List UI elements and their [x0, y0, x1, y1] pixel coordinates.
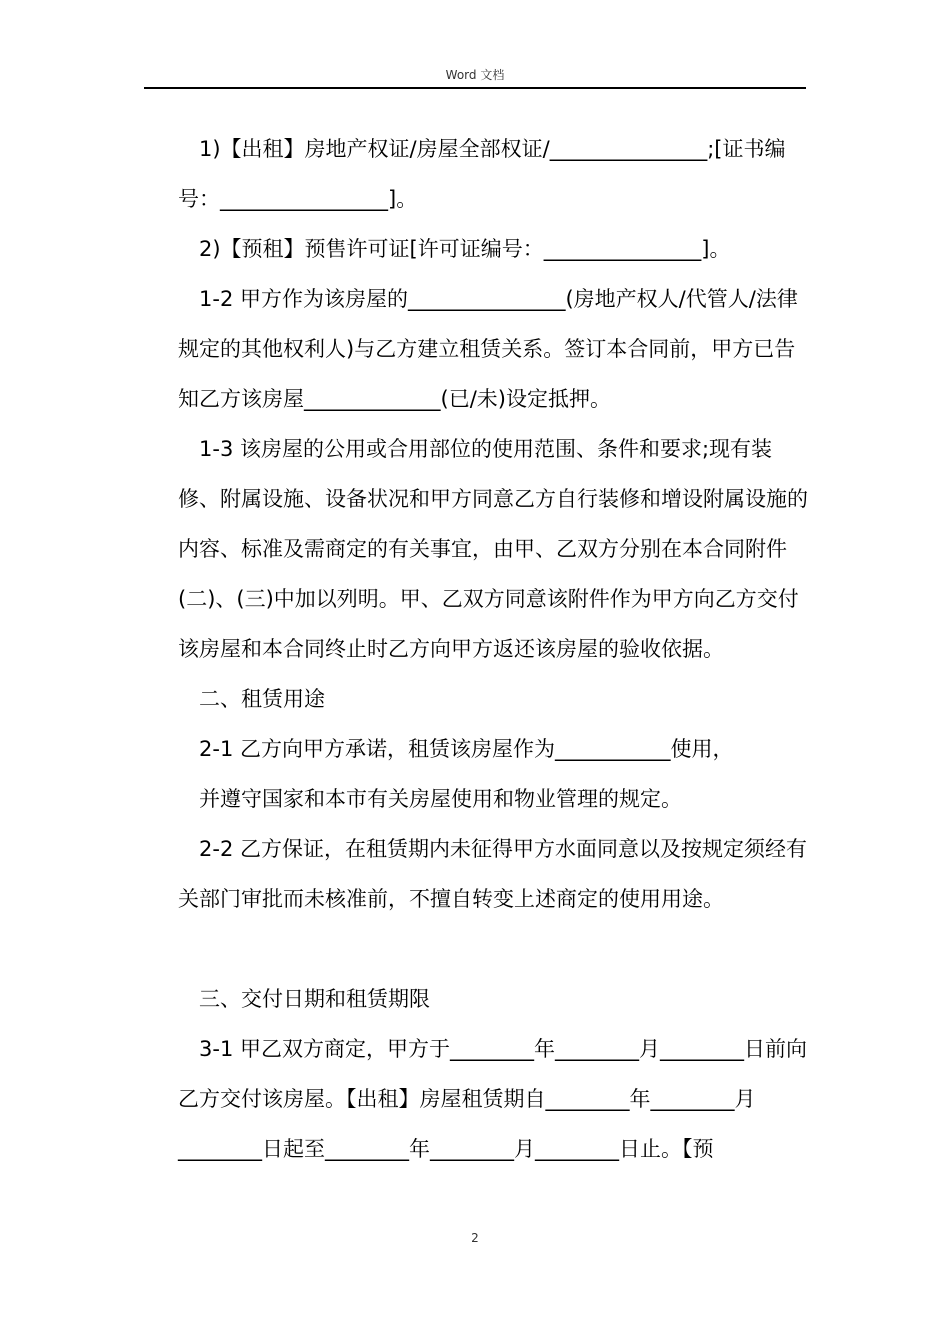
document-body [178, 124, 808, 1174]
section-heading-delivery: 三、交付日期和租赁期限 [199, 987, 430, 1011]
paragraph-3-1: 3-1 甲乙双方商定，甲方于________年________月________日前向乙方交付该房屋。【出租】房屋租赁期自________年________月________日起至________年________月________日止。【预 [178, 1037, 807, 1161]
page-number: 2 [471, 1231, 479, 1245]
paragraph-certificate-rental: 1)【出租】房地产权证/房屋全部权证/_______________;[证书编号：________________]。 [178, 137, 786, 211]
blank-line [178, 924, 808, 974]
paragraph-2-1: 2-1 乙方向甲方承诺，租赁该房屋作为___________使用， [199, 737, 734, 761]
paragraph-2-2: 2-2 乙方保证，在租赁期内未征得甲方水面同意以及按规定须经有关部门审批而未核准前，不擅自转变上述商定的使用用途。 [178, 837, 807, 911]
paragraph-2-1-cont: 并遵守国家和本市有关房屋使用和物业管理的规定。 [199, 787, 682, 811]
paragraph-1-3: 1-3 该房屋的公用或合用部位的使用范围、条件和要求;现有装修、附属设施、设备状况和甲方同意乙方自行装修和增设附属设施的内容、标准及需商定的有关事宜，由甲、乙双方分别在本合同附件(二)、(三)中加以列明。甲、乙双方同意该附件作为甲方向乙方交付该房屋和本合同终止时乙方向甲方返还该房屋的验收依据。 [178, 437, 808, 661]
paragraph-presale-permit: 2)【预租】预售许可证[许可证编号：_______________]。 [199, 237, 731, 261]
page-header: Word 文档 [445, 68, 505, 82]
section-heading-purpose: 二、租赁用途 [199, 687, 325, 711]
paragraph-1-2: 1-2 甲方作为该房屋的_______________(房地产权人/代管人/法律规定的其他权利人)与乙方建立租赁关系。签订本合同前，甲方已告知乙方该房屋_____________(已/未)设定抵押。 [178, 287, 798, 411]
header-rule [144, 87, 806, 89]
